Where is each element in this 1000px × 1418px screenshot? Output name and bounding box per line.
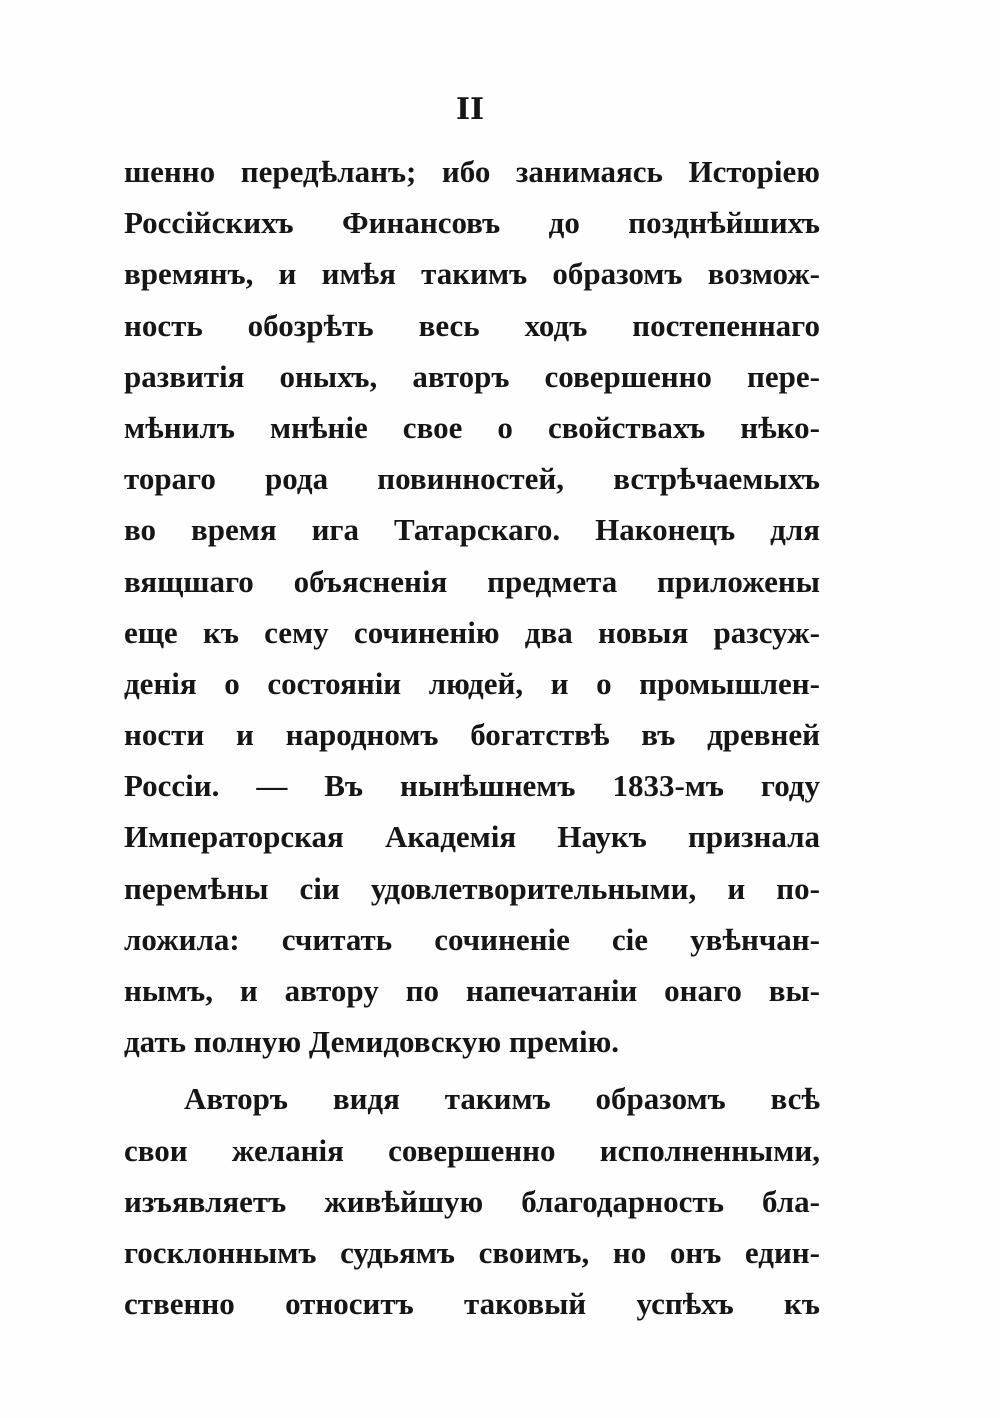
text-line: времянъ, и имѣя такимъ образомъ возмож-: [124, 256, 820, 292]
text-line: Императорская Академія Наукъ признала: [124, 819, 820, 855]
text-line: изъявляетъ живѣйшую благодарность бла-: [124, 1183, 820, 1219]
text-line: ности и народномъ богатствѣ въ древней: [124, 717, 820, 753]
text-line: дать полную Демидовскую премію.: [124, 1024, 620, 1060]
text-line: шенно передѣланъ; ибо занимаясь Исторіею: [124, 154, 820, 189]
page-number: II: [455, 92, 485, 127]
text-line: Россіи. — Въ нынѣшнемъ 1833-мъ году: [124, 768, 820, 804]
text-line: ственно относитъ таковый успѣхъ къ: [124, 1286, 820, 1322]
text-line: мѣнилъ мнѣніе свое о свойствахъ нѣко-: [124, 409, 820, 445]
text-line: во время ига Татарскаго. Наконецъ для: [124, 512, 820, 548]
text-line: перемѣны сіи удовлетворительными, и по-: [124, 870, 820, 906]
text-line: тораго рода повинностей, встрѣчаемыхъ: [124, 461, 820, 497]
text-line: ность обозрѣть весь ходъ постепеннаго: [124, 307, 820, 343]
text-line: вящшаго объясненія предмета приложены: [124, 563, 820, 599]
text-line: развитія оныхъ, авторъ совершенно пере-: [124, 358, 820, 394]
body-text: [124, 146, 820, 1329]
text-line: свои желанія совершенно исполненными,: [124, 1132, 820, 1168]
text-line: нымъ, и автору по напечатаніи онаго вы-: [124, 973, 820, 1008]
text-line: ложила: считать сочиненіе сіе увѣнчан-: [124, 921, 820, 957]
text-line: Авторъ видя такимъ образомъ всѣ: [184, 1081, 820, 1117]
text-line: госклоннымъ судьямъ своимъ, но онъ един-: [124, 1234, 820, 1270]
text-line: Россійскихъ Финансовъ до позднѣйшихъ: [124, 205, 820, 241]
text-line: денія о состояніи людей, и о промышлен-: [124, 665, 820, 701]
text-line: еще къ сему сочиненію два новыя разсуж-: [124, 614, 820, 650]
